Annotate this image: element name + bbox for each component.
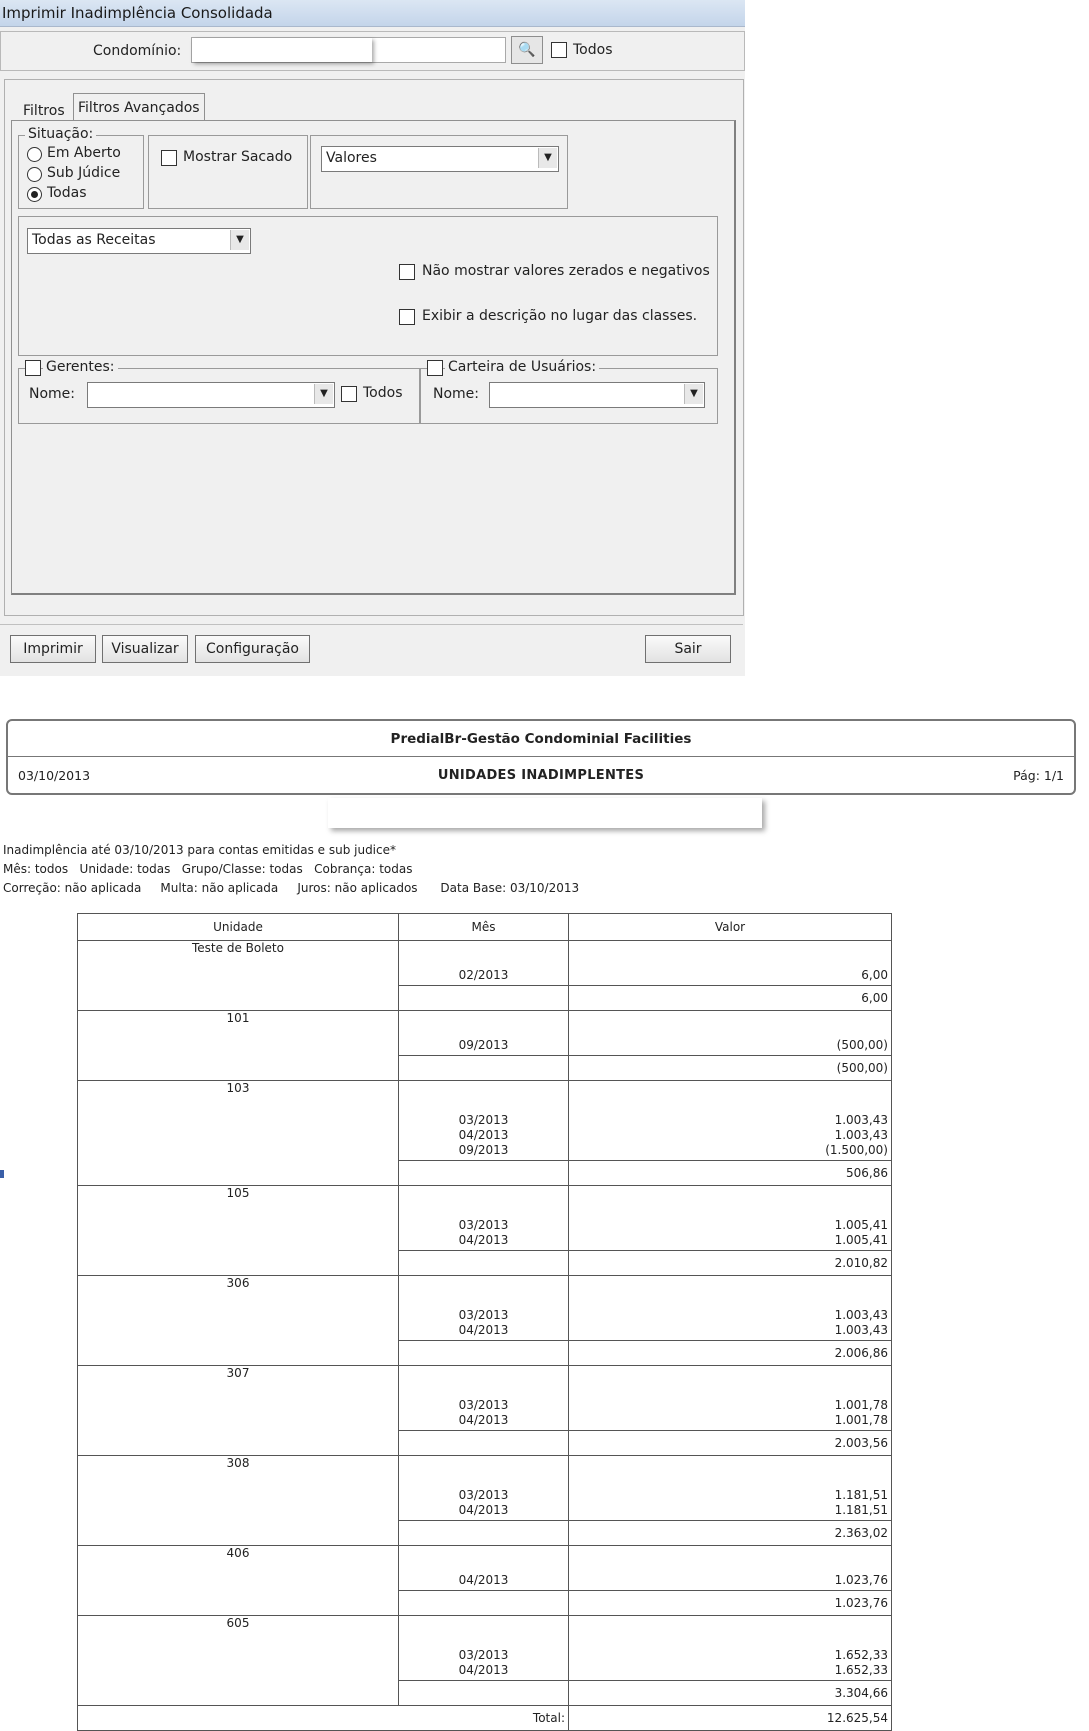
report-header-divider (8, 756, 1074, 757)
value-cell (569, 1081, 892, 1161)
unit-group-row (78, 1546, 892, 1591)
subtotal-value: 506,86 (569, 1161, 892, 1186)
subtotal-month-blank (399, 1161, 569, 1186)
month-cell (399, 1546, 569, 1591)
carteira-checkbox[interactable] (427, 360, 443, 376)
unit-name: 103 (78, 1081, 399, 1186)
month-value: 04/2013 (458, 1233, 509, 1247)
month-value: 04/2013 (458, 1323, 509, 1337)
unit-group-row (78, 1366, 892, 1431)
unit-group-row (78, 1276, 892, 1341)
subtotal-value: (500,00) (569, 1056, 892, 1081)
tab-filtros[interactable]: Filtros (23, 103, 65, 119)
carteira-legend: Carteira de Usuários: (445, 359, 599, 375)
amount-value: 1.003,43 (834, 1308, 888, 1322)
nao-mostrar-zerados-checkbox[interactable] (399, 264, 415, 280)
value-cell (569, 1456, 892, 1521)
imprimir-button[interactable]: Imprimir (10, 635, 96, 663)
report-page-number: Pág: 1/1 (1013, 768, 1064, 783)
configuracao-button[interactable]: Configuração (195, 635, 310, 663)
carteira-nome-select[interactable] (489, 382, 705, 408)
column-header-mes: Mês (399, 914, 569, 941)
report-redaction (328, 798, 762, 828)
exibir-descricao-checkbox[interactable] (399, 309, 415, 325)
report-header (6, 719, 1076, 795)
carteira-nome-label: Nome: (433, 386, 480, 402)
window-title: Imprimir Inadimplência Consolidada (2, 4, 273, 22)
carteira-group (420, 359, 718, 424)
page-marker (0, 1170, 4, 1178)
month-value: 03/2013 (458, 1648, 509, 1662)
button-bar (0, 624, 743, 671)
subtotal-value: 1.023,76 (569, 1591, 892, 1616)
amount-value: 1.001,78 (834, 1413, 888, 1427)
subtotal-value: 6,00 (569, 986, 892, 1011)
radio-em-aberto[interactable] (27, 147, 42, 162)
amount-value: 1.181,51 (834, 1488, 888, 1502)
unit-group-row (78, 1081, 892, 1161)
total-row (78, 1706, 892, 1731)
total-label: Total: (78, 1706, 569, 1731)
month-cell (399, 1186, 569, 1251)
month-cell (399, 1616, 569, 1681)
month-cell (399, 1456, 569, 1521)
amount-value: (500,00) (836, 1038, 888, 1052)
tab-filtros-avancados[interactable]: Filtros Avançados (73, 93, 205, 122)
report-table-header (78, 914, 892, 941)
total-value: 12.625,54 (569, 1706, 892, 1731)
month-value: 04/2013 (458, 1413, 509, 1427)
column-header-unidade: Unidade (78, 914, 399, 941)
subtotal-month-blank (399, 1681, 569, 1706)
amount-value: 1.003,43 (834, 1128, 888, 1142)
radio-em-aberto-label: Em Aberto (47, 145, 121, 161)
unit-name: 307 (78, 1366, 399, 1456)
unit-name: 406 (78, 1546, 399, 1616)
radio-sub-judice-label: Sub Júdice (47, 165, 121, 181)
unit-name: 105 (78, 1186, 399, 1276)
subtotal-value: 3.304,66 (569, 1681, 892, 1706)
value-cell (569, 1616, 892, 1681)
gerentes-checkbox[interactable] (25, 360, 41, 376)
filters-panel (4, 79, 744, 616)
gerentes-nome-select[interactable] (87, 382, 335, 408)
amount-value: 1.652,33 (834, 1663, 888, 1677)
unit-name: Teste de Boleto (78, 941, 399, 1011)
tab-content (11, 120, 736, 595)
subtotal-month-blank (399, 1591, 569, 1616)
subtotal-month-blank (399, 1521, 569, 1546)
report-date: 03/10/2013 (18, 768, 91, 783)
subtotal-value: 2.006,86 (569, 1341, 892, 1366)
gerentes-todos-checkbox[interactable] (341, 386, 357, 402)
unit-group-row (78, 1456, 892, 1521)
month-value: 03/2013 (458, 1488, 509, 1502)
chevron-down-icon: ▼ (314, 384, 333, 404)
valores-select[interactable] (321, 146, 559, 172)
month-cell (399, 941, 569, 986)
subtotal-month-blank (399, 1431, 569, 1456)
title-bar (0, 0, 745, 27)
month-value: 03/2013 (458, 1308, 509, 1322)
subtotal-month-blank (399, 1056, 569, 1081)
subtotal-value: 2.363,02 (569, 1521, 892, 1546)
month-value: 09/2013 (458, 1143, 509, 1157)
receitas-select[interactable] (27, 228, 251, 254)
gerentes-group (18, 359, 420, 424)
amount-value: 1.005,41 (834, 1218, 888, 1232)
valores-group (310, 135, 568, 209)
report-info-line: Inadimplência até 03/10/2013 para contas emitidas e sub judice* (3, 843, 396, 857)
amount-value: 1.003,43 (834, 1323, 888, 1337)
value-cell (569, 1186, 892, 1251)
month-cell (399, 1081, 569, 1161)
month-value: 03/2013 (458, 1218, 509, 1232)
mostrar-sacado-checkbox[interactable] (161, 150, 177, 166)
month-cell (399, 1011, 569, 1056)
chevron-down-icon: ▼ (538, 148, 557, 168)
month-value: 04/2013 (458, 1663, 509, 1677)
amount-value: 1.181,51 (834, 1503, 888, 1517)
month-value: 04/2013 (458, 1128, 509, 1142)
report-table (77, 913, 892, 1731)
month-cell (399, 1366, 569, 1431)
unit-group-row (78, 1616, 892, 1681)
radio-sub-judice[interactable] (27, 167, 42, 182)
subtotal-month-blank (399, 1251, 569, 1276)
subtotal-month-blank (399, 1341, 569, 1366)
report-title: UNIDADES INADIMPLENTES (437, 768, 645, 783)
situacao-legend: Situação: (25, 126, 96, 142)
value-cell (569, 1276, 892, 1341)
amount-value: 1.001,78 (834, 1398, 888, 1412)
gerentes-legend: Gerentes: (43, 359, 118, 375)
amount-value: 1.023,76 (834, 1573, 888, 1587)
unit-name: 308 (78, 1456, 399, 1546)
value-cell (569, 941, 892, 986)
report-info-line: Correção: não aplicada Multa: não aplicada Juros: não aplicados Data Base: 03/10/2013 (3, 881, 580, 895)
condominio-input[interactable] (191, 37, 506, 63)
value-cell (569, 1546, 892, 1591)
radio-todas-label: Todas (47, 185, 87, 201)
mostrar-sacado-group (148, 135, 308, 209)
chevron-down-icon: ▼ (230, 230, 249, 250)
chevron-down-icon: ▼ (684, 384, 703, 404)
condominio-row (0, 31, 745, 71)
condominio-label: Condomínio: (93, 43, 182, 59)
mostrar-sacado-label: Mostrar Sacado (183, 149, 293, 165)
unit-name: 306 (78, 1276, 399, 1366)
month-value: 04/2013 (458, 1573, 509, 1587)
exibir-descricao-label: Exibir a descrição no lugar das classes. (422, 308, 698, 324)
amount-value: 6,00 (861, 968, 888, 982)
unit-group-row (78, 941, 892, 986)
amount-value: 1.005,41 (834, 1233, 888, 1247)
valores-select-value: Valores (326, 150, 377, 166)
print-dialog (0, 0, 745, 676)
report-company: PredialBr-Gestão Condominial Facilities (390, 731, 692, 747)
amount-value: 1.003,43 (834, 1113, 888, 1127)
unit-group-row (78, 1186, 892, 1251)
month-value: 04/2013 (458, 1503, 509, 1517)
gerentes-nome-label: Nome: (29, 386, 76, 402)
sair-button[interactable]: Sair (645, 635, 731, 663)
binoculars-search-icon[interactable]: 🔍 (511, 36, 543, 64)
receitas-select-value: Todas as Receitas (32, 232, 156, 248)
month-value: 09/2013 (458, 1038, 509, 1052)
unit-name: 605 (78, 1616, 399, 1706)
month-cell (399, 1276, 569, 1341)
radio-todas[interactable] (27, 187, 42, 202)
value-cell (569, 1011, 892, 1056)
visualizar-button[interactable]: Visualizar (102, 635, 188, 663)
amount-value: 1.652,33 (834, 1648, 888, 1662)
unit-name: 101 (78, 1011, 399, 1081)
unit-group-row (78, 1011, 892, 1056)
condominio-todos-label: Todos (573, 42, 613, 58)
column-header-valor: Valor (569, 914, 892, 941)
gerentes-todos-label: Todos (363, 385, 403, 401)
situacao-group (18, 126, 144, 209)
month-value: 03/2013 (458, 1398, 509, 1412)
receitas-group (18, 216, 718, 356)
subtotal-value: 2.003,56 (569, 1431, 892, 1456)
subtotal-month-blank (399, 986, 569, 1011)
value-cell (569, 1366, 892, 1431)
month-value: 02/2013 (458, 968, 509, 982)
nao-mostrar-zerados-label: Não mostrar valores zerados e negativos (422, 263, 710, 279)
month-value: 03/2013 (458, 1113, 509, 1127)
subtotal-value: 2.010,82 (569, 1251, 892, 1276)
condominio-value-redaction (192, 38, 372, 62)
condominio-todos-checkbox[interactable] (551, 42, 567, 58)
report-info-line: Mês: todos Unidade: todas Grupo/Classe: todas Cobrança: todas (3, 862, 413, 876)
amount-value: (1.500,00) (825, 1143, 888, 1157)
